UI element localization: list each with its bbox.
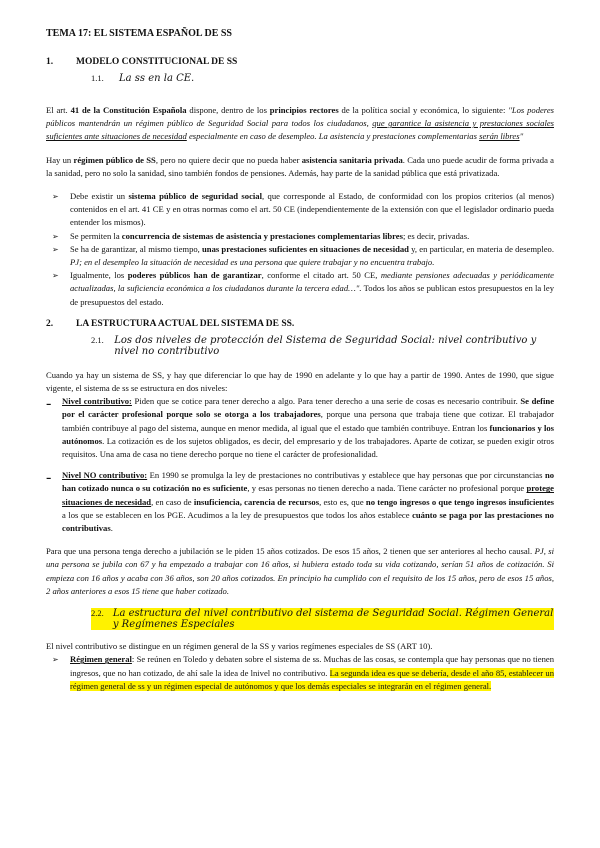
paragraph-nivel-contributivo: El nivel contributivo se distingue en un régimen general de la SS y varios regímenes especiales de SS (ART 10).	[46, 641, 433, 652]
list-item: ➢ Igualmente, los poderes públicos han de garantizar, conforme el citado art. 50 CE, mediante pensiones adecuadas y periódicamente actualizadas, la suficiencia económica a los ciudadanos durante la tercera edad…". Todos los años se publican estos presupuestos en la ley de presupuestos del estado.	[52, 269, 554, 309]
dash-bullet: -	[46, 469, 52, 487]
paragraph-art-41: El art. 41 de la Constitución Española dispone, dentro de los principios rectores de la política social y económica, lo siguiente: "Los poderes públicos mantendrán un régimen público de Seguridad Social para todos los ciudadanos, que garantice la asistencia y prestaciones sociales suficientes ante situaciones de necesidad especialmente en caso de desempleo. La asistencia y prestaciones complementarias serán libres"	[46, 105, 554, 142]
dash-list-niveles	[46, 395, 554, 535]
section-title: LA ESTRUCTURA ACTUAL DEL SISTEMA DE SS.	[76, 318, 295, 329]
list-item: ➢ Régimen general: Se reúnen en Toledo y debaten sobre el sistema de ss. Muchas de las cosas, se contempla que hay personas que no tienen ingresos, que no han cotizado, de ahí sale la idea de lnivel no contributivo. La segunda idea es que se debería, desde el año 85, establecer un régimen general de ss y un régimen especial de autónomos y que los demás especiales se integrarán en el régimen general.	[52, 653, 554, 693]
list-item: - Nivel NO contributivo: En 1990 se promulga la ley de prestaciones no contributivas y establece que hay personas que por circunstancias no han cotizado nunca o su cotización no es suficiente, y esas personas no tienen derecho a nada. Tiene carácter no profesional porque protege situaciones de necesidad, en caso de insuficiencia, carencia de recursos, esto es, que no tengo ingresos o que tengo ingresos insuficientes a los que se establecen en los PGE. Acudimos a la ley de presupuestos que todos los años establece cuánto se paga por las prestaciones no contributivas.	[46, 469, 554, 535]
section-number: 1.	[46, 57, 54, 67]
subsection-number: 2.1.	[91, 334, 104, 345]
paragraph-jubilacion: Para que una persona tenga derecho a jubilación se le piden 15 años cotizados. De esos 15 años, 2 tienen que ser anteriores al hecho causal. PJ, si una persona se jubila con 67 y ha empezado a trabajar con 16 años, si hubiera estado toda su vida cotizando, serían 51 años de cotización. Si empieza con 16 años y acaba con 36 años, son 20 años cotizados. En principio ha cumplido con el requisito de los 15 años, pero de esos 15 años, 2 años anteriores a esos 15 tiene que haber cotizado.	[46, 546, 554, 596]
subsection-2-2-heading	[91, 608, 554, 630]
list-item: ➢ Se ha de garantizar, al mismo tiempo, unas prestaciones suficientes en situaciones de necesidad y, en particular, en materia de desempleo. PJ; en el desempleo la situación de necesidad es una persona que quiere trabajar y no encuentra trabajo.	[52, 243, 554, 269]
section-title: MODELO CONSTITUCIONAL DE SS	[76, 57, 238, 67]
section-2-heading	[46, 319, 554, 329]
subsection-title: Los dos niveles de protección del Sistema de Seguridad Social: nivel contributivo y nivel no contributivo	[114, 334, 537, 357]
subsection-title: La estructura del nivel contributivo del sistema de Seguridad Social. Régimen General y Regímenes Especiales	[112, 608, 554, 631]
arrowhead-bullet-icon: ➢	[52, 192, 59, 202]
subsection-title: La ss en la CE.	[119, 73, 195, 84]
arrowhead-bullet-icon: ➢	[52, 271, 59, 281]
subsection-number: 1.1.	[91, 73, 104, 83]
arrowhead-bullet-icon: ➢	[52, 244, 59, 254]
arrowhead-bullet-icon: ➢	[52, 655, 59, 665]
section-1-heading	[46, 57, 554, 67]
bullet-list-principles	[46, 190, 554, 309]
subsection-number: 2.2.	[91, 608, 104, 619]
paragraph-regimen-publico: Hay un régimen público de SS, pero no quiere decir que no pueda haber asistencia sanitaria privada. Cada uno puede acudir de forma privada a la sanidad, pero no solo la sanidad, sino también fondos de pensiones. Además, hay parte de la sanidad pública que está privatizada.	[46, 154, 554, 178]
paragraph-dos-niveles: Cuando ya hay un sistema de SS, y hay que diferenciar lo que hay de 1990 en adelante y lo que hay a partir de 1990. Antes de 1990, que sigue vigente, el sistema de ss se estructura en dos niveles:	[46, 369, 554, 394]
list-item: ➢ Se permiten la concurrencia de sistemas de asistencia y prestaciones complementarias libres; es decir, privadas.	[52, 230, 554, 243]
document-title: TEMA 17: EL SISTEMA ESPAÑOL DE SS	[46, 28, 232, 39]
subsection-2-1-heading	[91, 335, 554, 357]
list-item: - Nivel contributivo: Piden que se cotice para tener derecho a algo. Para tener derecho a una serie de cosas es necesario contribuir. Se define por el carácter profesional porque solo se otorga a los trabajadores, porque una persona que trabaja tiene que cotizar. El trabajador también contribuye al pago del sistema, aunque en menor medida, al igual que el estado que también contribuye. Entran los funcionarios y los autónomos. La cotización es de los sujetos obligados, es decir, del empresario y de los trabajadores. Aparte de cotizar, se pueden exigir otros requisitos. Una ama de casa no tiene derecho porque no tiene el carácter de profesionalidad.	[46, 395, 554, 461]
arrowhead-bullet-icon: ➢	[52, 231, 59, 241]
dash-bullet: -	[46, 395, 52, 413]
list-item: ➢ Debe existir un sistema público de seguridad social, que corresponde al Estado, de conformidad con los propios criterios (al menos) contenidos en el art. 41 CE y en otras normas como el art. 50 CE (independientemente de la extensión con que el legislador ordinario pueda entender los mismos).	[52, 190, 554, 230]
section-number: 2.	[46, 318, 54, 329]
highlighted-text: La segunda idea es que se debería, desde el año 85, establecer un régimen general de ss y un régimen especial de autónomos y que los demás especiales se integrarán en el régimen general.	[70, 667, 554, 691]
subsection-1-1-heading	[91, 73, 554, 84]
